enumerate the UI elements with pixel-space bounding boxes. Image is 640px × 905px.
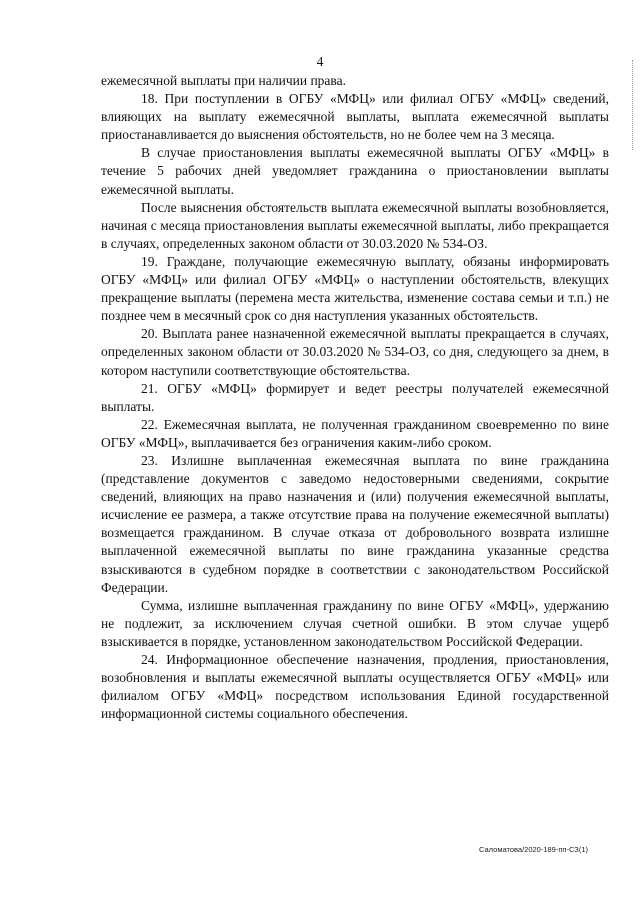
paragraph-overpayment-sum: Сумма, излишне выплаченная гражданину по вине ОГБУ «МФЦ», удержанию не подлежит, за исключением случая счетной ошибки. В этом случае ущерб взыскивается в порядке, установленном законодательством Российской Федерации. <box>101 597 609 649</box>
paragraph-22: 22. Ежемесячная выплата, не полученная гражданином своевременно по вине ОГБУ «МФЦ», выплачивается без ограничения каким-либо сроком. <box>101 416 609 450</box>
paragraph-resumption: После выяснения обстоятельств выплата ежемесячной выплаты возобновляется, начиная с месяца приостановления выплаты ежемесячной выплаты, либо прекращается в случаях, определенных законом области от 30.03.2020 № 534-ОЗ. <box>101 199 609 251</box>
page-number: 4 <box>316 54 324 69</box>
document-body <box>101 72 609 723</box>
paragraph-18: 18. При поступлении в ОГБУ «МФЦ» или филиал ОГБУ «МФЦ» сведений, влияющих на выплату ежемесячной выплаты, выплата ежемесячной выплаты приостанавливается до выяснения обстоятельств, но не более чем на 3 месяца. <box>101 91 609 143</box>
scan-edge-mark <box>632 60 634 150</box>
document-footer-code: Саломатова/2020-189-пп-СЗ(1) <box>479 845 588 854</box>
paragraph-19: 19. Граждане, получающие ежемесячную выплату, обязаны информировать ОГБУ «МФЦ» или филиал ОГБУ «МФЦ» о наступлении обстоятельств, влекущих прекращение выплаты (перемена места жительства, изменение состава семьи и т.п.) не позднее чем в месячный срок со дня наступления указанных обстоятельств. <box>101 253 609 324</box>
paragraph-20: 20. Выплата ранее назначенной ежемесячной выплаты прекращается в случаях, определенных законом области от 30.03.2020 № 534-ОЗ, со дня, следующего за днем, в котором наступили соответствующие обстоятельства. <box>101 326 609 378</box>
paragraph-continuation: ежемесячной выплаты при наличии права. <box>101 73 346 88</box>
paragraph-24: 24. Информационное обеспечение назначения, продления, приостановления, возобновления и выплаты ежемесячной выплаты осуществляется ОГБУ «МФЦ» или филиалом ОГБУ «МФЦ» посредством использования Единой государственной информационной системы социального обеспечения. <box>101 652 609 722</box>
paragraph-suspension-notice: В случае приостановления выплаты ежемесячной выплаты ОГБУ «МФЦ» в течение 5 рабочих дней уведомляет гражданина о приостановлении выплаты ежемесячной выплаты. <box>101 145 609 197</box>
paragraph-21: 21. ОГБУ «МФЦ» формирует и ведет реестры получателей ежемесячной выплаты. <box>101 380 609 414</box>
paragraph-23: 23. Излишне выплаченная ежемесячная выплата по вине гражданина (представление документов с заведомо недостоверными сведениями, сокрытие сведений, влияющих на право назначения и (или) получения ежемесячной выплаты, исчисление ее размера, а также отсутствие права на получение ежемесячной выплаты) возмещается гражданином. В случае отказа от добровольного возврата излишне выплаченной ежемесячной выплаты по вине гражданина указанные средства взыскиваются в судебном порядке в соответствии с законодательством Российской Федерации. <box>101 452 609 595</box>
